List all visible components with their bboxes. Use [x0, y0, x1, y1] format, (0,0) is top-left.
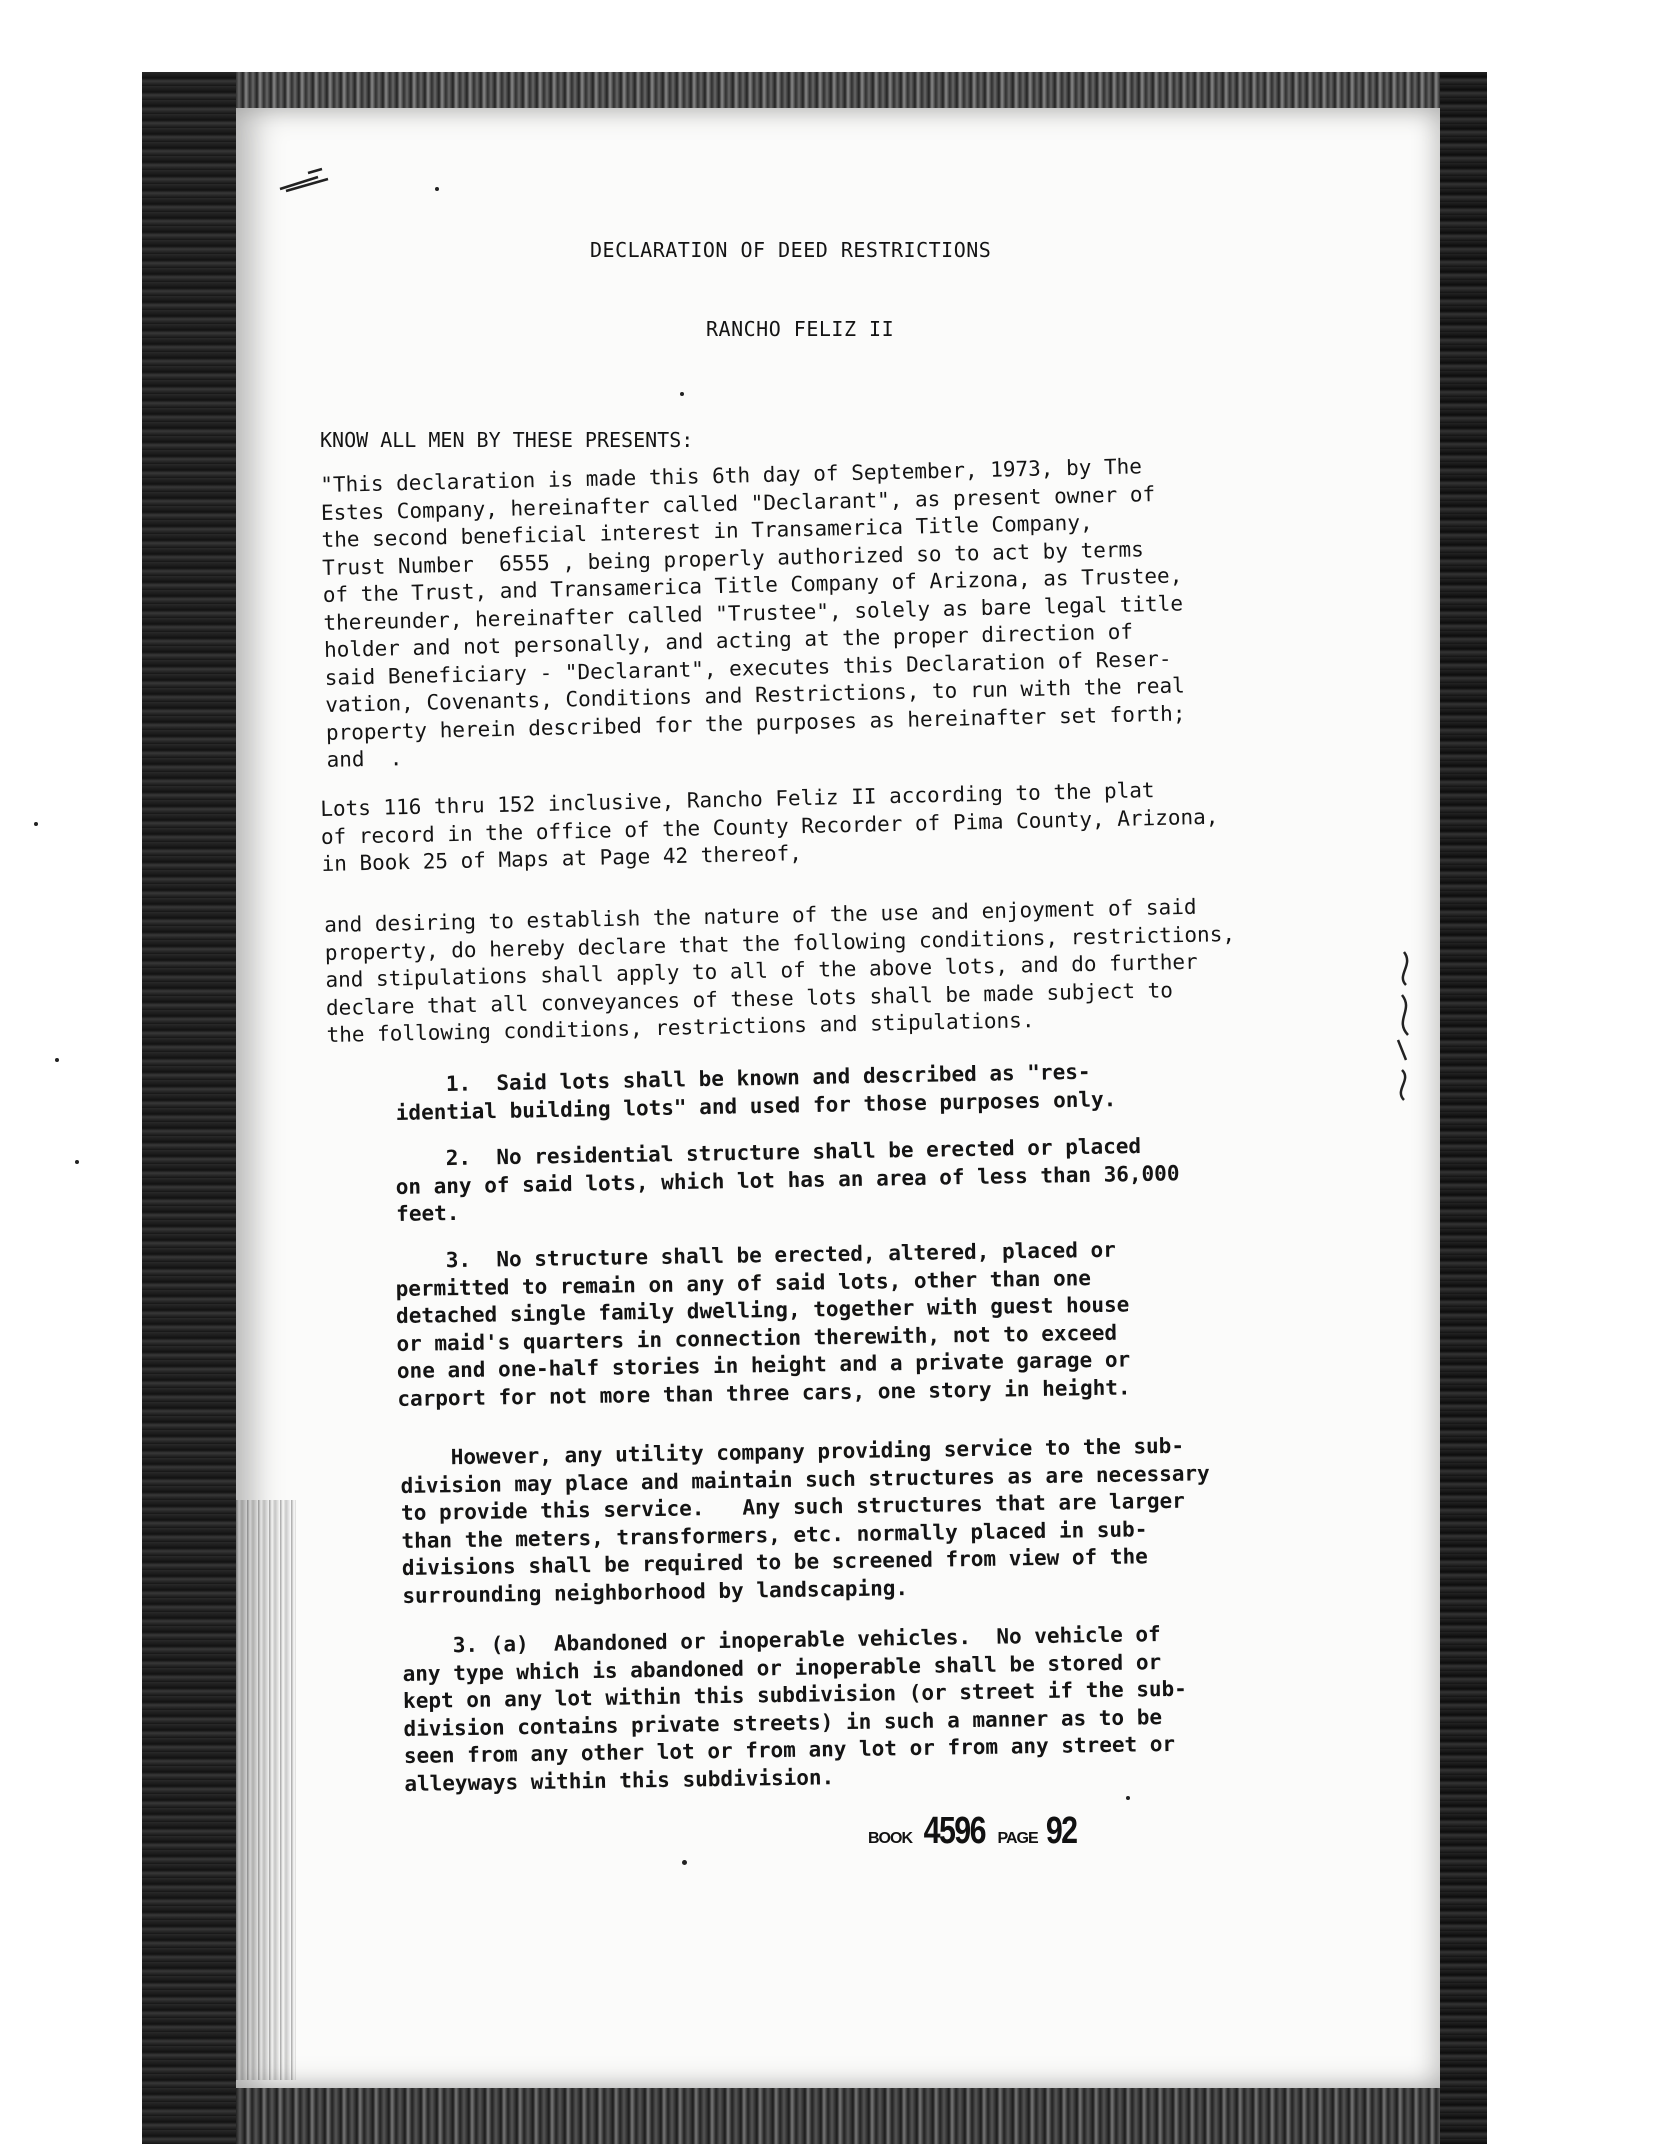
- book-page-stamp: [868, 1810, 1080, 1853]
- restriction-item-2: 2. No residential structure shall be erected or placed on any of said lots, which lot has an area of less than 36,000 feet.: [395, 1133, 1180, 1226]
- document-subtitle: RANCHO FELIZ II: [706, 317, 895, 341]
- stamp-page-label: PAGE: [997, 1830, 1038, 1847]
- stray-mark: [55, 1058, 59, 1062]
- stray-mark: [680, 392, 684, 396]
- paragraph-utility: However, any utility company providing service to the sub- division may place and maintain such structures as are necessary to provide this service. Any such structures that are larger than the meters, transformers, etc. normally placed in sub- divisions shall be required to be screened from view of the surrounding neighborhood by landscaping.: [400, 1433, 1210, 1608]
- stray-mark: [75, 1160, 79, 1164]
- stray-mark: [34, 822, 38, 826]
- stamp-page-number: 92: [1045, 1810, 1077, 1852]
- stamp-book-number: 4596: [924, 1810, 986, 1852]
- restriction-item-3: 3. No structure shall be erected, altered, placed or permitted to remain on any of said lots, other than one detached single family dwelling, together with guest house or maid's quarters in connection therewith, not to exceed one and one-half stories in height and a private garage or carport for not more than three cars, one story in height.: [395, 1237, 1131, 1411]
- greeting-line: KNOW ALL MEN BY THESE PRESENTS:: [320, 428, 694, 452]
- document-title: DECLARATION OF DEED RESTRICTIONS: [590, 238, 992, 262]
- paragraph-desiring: and desiring to establish the nature of the use and enjoyment of said property, do hereby declare that the following conditions, restrictions, and stipulations shall apply to all of the above lots, and do further declare that all conveyances of these lots shall be made subject to the following conditions, restrictions and stipulations.: [324, 894, 1236, 1047]
- paragraph-lots: Lots 116 thru 152 inclusive, Rancho Feliz II according to the plat of record in the office of the County Recorder of Pima County, Arizona, in Book 25 of Maps at Page 42 thereof,: [320, 778, 1219, 876]
- stray-mark: [435, 187, 439, 191]
- stray-mark: [682, 1860, 687, 1865]
- restriction-item-1: 1. Said lots shall be known and described as "res- idential building lots" and used for those purposes only.: [395, 1059, 1117, 1125]
- restriction-item-3a: 3. (a) Abandoned or inoperable vehicles. No vehicle of any type which is abandoned or inoperable shall be stored or kept on any lot within this subdivision (or street if the sub- division contains private streets) in such a manner as to be seen from any other lot or from any lot or from any street or alleyways within this subdivision.: [402, 1622, 1188, 1796]
- paragraph-intro: "This declaration is made this 6th day of September, 1973, by The Estes Company, hereinafter called "Declarant", as present owner of the second beneficial interest in Transamerica Title Company, Trust Number 6555 , being properly authorized so to act by terms of the Trust, and Transamerica Title Company of Arizona, as Trustee, thereunder, hereinafter called "Trustee", solely as bare legal title holder and not personally, and acting at the proper direction of said Beneficiary - "Declarant", executes this Declaration of Reser- vation, Covenants, Conditions and Restrictions, to run with the real property herein described for the purposes as hereinafter set forth; and .: [320, 454, 1186, 772]
- stray-mark: [1126, 1796, 1130, 1800]
- stamp-book-label: BOOK: [868, 1830, 912, 1847]
